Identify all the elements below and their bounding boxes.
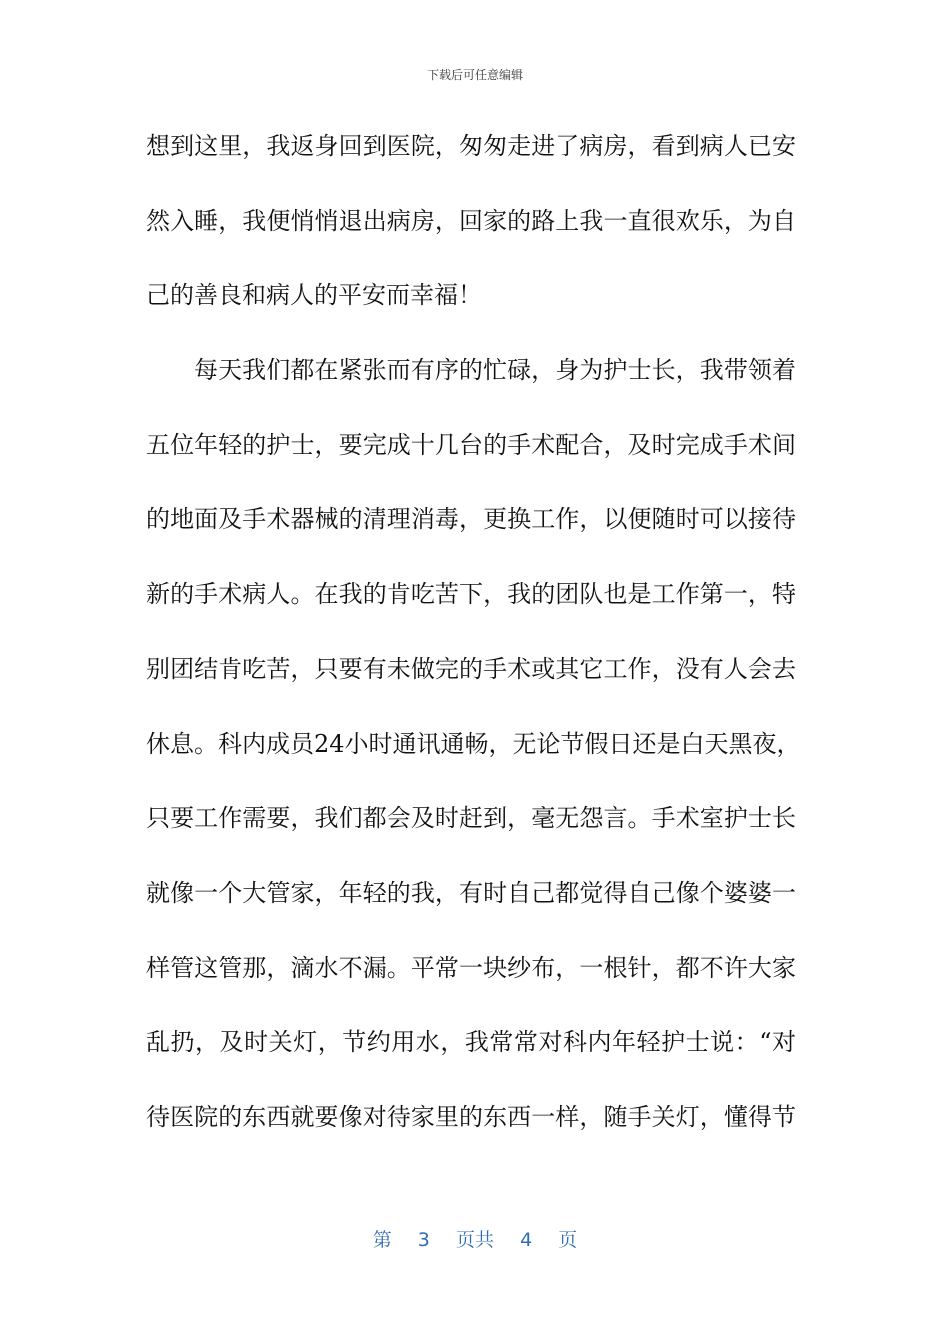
document-body: [146, 124, 801, 1170]
footer-total-pages: 4: [520, 1229, 533, 1251]
text-line: 五位年轻的护士，要完成十几台的手术配合，及时完成手术间: [146, 430, 796, 459]
text-line: 别团结肯吃苦，只要有未做完的手术或其它工作，没有人会去: [146, 654, 796, 683]
page-footer: [0, 1225, 950, 1252]
text-line: 新的手术病人。在我的肯吃苦下，我的团队也是工作第一，特: [146, 580, 796, 609]
text-line: 只要工作需要，我们都会及时赶到，毫无怨言。手术室护士长: [146, 804, 796, 833]
text-line: 的地面及手术器械的清理消毒，更换工作，以便随时可以接待: [146, 505, 796, 534]
text-line: 然入睡，我便悄悄退出病房，回家的路上我一直很欢乐，为自: [146, 206, 796, 235]
text-line: 样管这管那，滴水不漏。平常一块纱布，一根针，都不许大家: [146, 953, 796, 982]
text-line: 每天我们都在紧张而有序的忙碌，身为护士长，我带领着: [194, 356, 796, 385]
paragraph-2: [146, 348, 801, 1170]
footer-prefix: 第: [372, 1229, 392, 1251]
text-line: 待医院的东西就要像对待家里的东西一样，随手关灯，懂得节: [146, 1102, 796, 1131]
text-line: 乱扔，及时关灯，节约用水，我常常对科内年轻护士说：“对: [146, 1028, 796, 1057]
text-line: 就像一个大管家，年轻的我，有时自己都觉得自己像个婆婆一: [146, 878, 796, 907]
text-line: 休息。科内成员24小时通讯通畅，无论节假日还是白天黑夜，: [146, 729, 801, 758]
text-line: 想到这里，我返身回到医院，匆匆走进了病房，看到病人已安: [146, 132, 796, 160]
paragraph-1: [146, 124, 796, 348]
footer-middle: 页共: [455, 1229, 494, 1251]
text-line: 己的善良和病人的平安而幸福！: [146, 281, 482, 310]
page-header: 下载后可任意编辑: [426, 68, 523, 82]
footer-page-number: 3: [417, 1229, 430, 1251]
footer-suffix: 页: [558, 1229, 578, 1251]
